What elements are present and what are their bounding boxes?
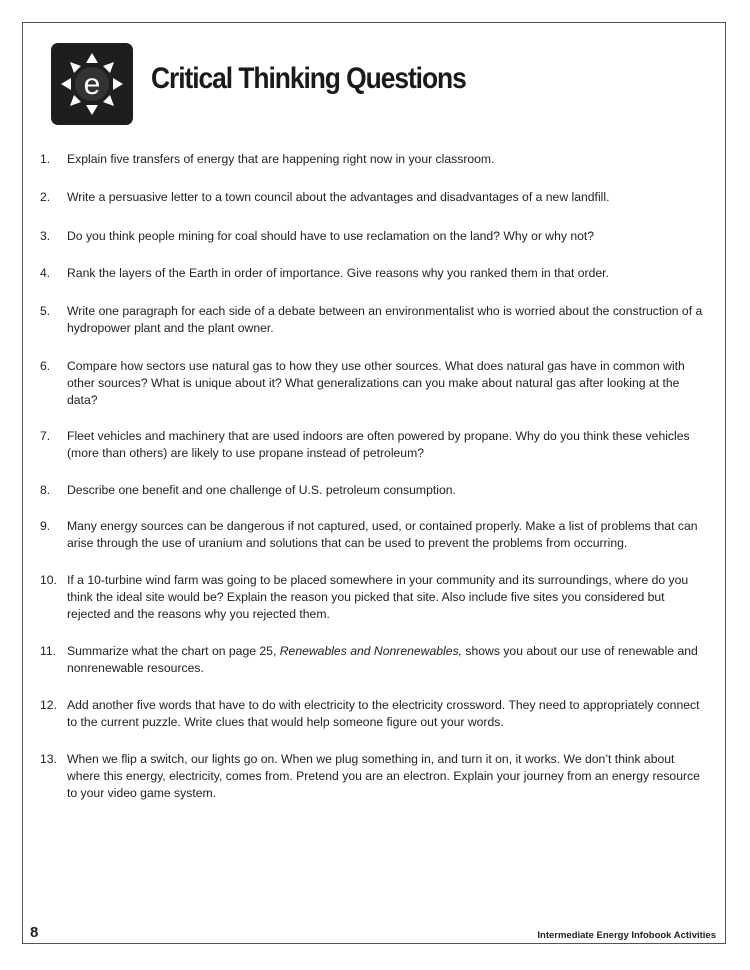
question-item: [40, 482, 710, 499]
page-number: 8: [30, 924, 39, 941]
chart-title-reference: Renewables and Nonrenewables,: [279, 644, 462, 658]
question-number: 11.: [40, 644, 57, 658]
question-item: [40, 358, 710, 409]
footer-book-title: Intermediate Energy Infobook Activities: [537, 930, 716, 941]
question-number: 13.: [40, 752, 57, 766]
question-item: [40, 572, 710, 623]
question-number: 8.: [40, 483, 51, 497]
svg-text:e: e: [83, 68, 101, 101]
question-text: Write one paragraph for each side of a debate between an environmentalist who is worried about the construction of a hydropower plant and the plant owner.: [67, 304, 703, 335]
question-text: Rank the layers of the Earth in order of importance. Give reasons why you ranked them in that order.: [67, 266, 609, 280]
question-number: 1.: [40, 152, 51, 166]
question-text: If a 10-turbine wind farm was going to be placed somewhere in your community and its surroundings, where do you think the ideal site would be? Explain the reason you picked that site. Also include five sites you considered but rejected and the reasons why you rejected them.: [67, 573, 689, 621]
question-text: Do you think people mining for coal should have to use reclamation on the land? Why or why not?: [67, 229, 595, 243]
question-text-part: Summarize what the chart on page 25,: [67, 644, 280, 658]
question-text: Compare how sectors use natural gas to how they use other sources. What does natural gas have in common with other sources? What is unique about it? What generalizations can you make about natural gas after looking at the data?: [67, 359, 685, 407]
question-item: [40, 265, 710, 282]
question-text: Many energy sources can be dangerous if not captured, used, or contained properly. Make a list of problems that can arise through the use of uranium and solutions that can be used to prevent the problems from occurring.: [67, 519, 698, 550]
question-number: 6.: [40, 359, 51, 373]
question-text: When we flip a switch, our lights go on. When we plug something in, and turn it on, it works. We don’t think about where this energy, electricity, comes from. Pretend you are an electron. Explain your journey from an energy resource to your video game system.: [67, 752, 700, 800]
question-number: 3.: [40, 229, 51, 243]
question-text: Write a persuasive letter to a town council about the advantages and disadvantages of a new landfill.: [67, 190, 610, 204]
question-number: 4.: [40, 266, 51, 280]
question-item: [40, 151, 710, 168]
page-title: Critical Thinking Questions: [151, 62, 466, 95]
question-number: 10.: [40, 573, 57, 587]
question-item: [40, 228, 710, 245]
question-item: [40, 303, 710, 337]
question-number: 2.: [40, 190, 51, 204]
energy-logo-icon: [51, 43, 133, 125]
question-number: 12.: [40, 698, 57, 712]
question-number: 7.: [40, 429, 51, 443]
question-text: [67, 643, 710, 677]
question-text: Add another five words that have to do with electricity to the electricity crossword. They need to appropriately connect to the current puzzle. Write clues that would help someone figure out your words.: [67, 698, 700, 729]
question-item: [40, 697, 710, 731]
question-text: Describe one benefit and one challenge of U.S. petroleum consumption.: [67, 483, 456, 497]
question-number: 9.: [40, 519, 51, 533]
question-item: [40, 751, 710, 802]
question-text: Fleet vehicles and machinery that are used indoors are often powered by propane. Why do you think these vehicles (more than others) are likely to use propane instead of petroleum?: [67, 429, 690, 460]
question-item: [40, 189, 710, 206]
question-item: [40, 428, 710, 462]
question-text-part: shows you about our use of renewable and nonrenewable resources.: [67, 644, 698, 675]
question-text: Explain five transfers of energy that are happening right now in your classroom.: [67, 152, 495, 166]
question-item: [40, 518, 710, 552]
question-number: 5.: [40, 304, 51, 318]
question-item: [40, 643, 710, 677]
